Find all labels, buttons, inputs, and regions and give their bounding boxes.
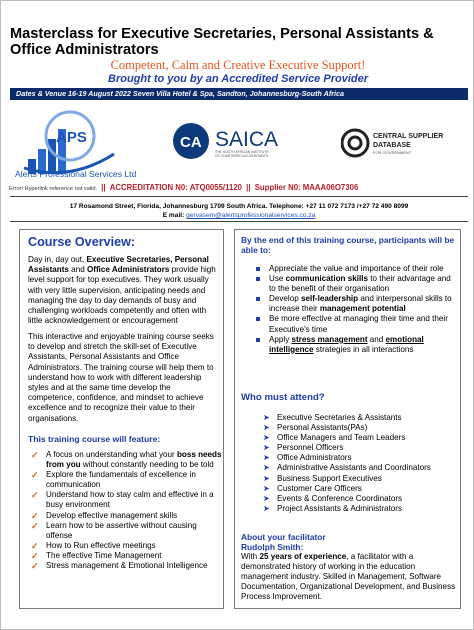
checkmark-icon: ✓ <box>31 450 39 460</box>
postal-address: 17 Rosamond Street, Florida, Johannesburg 1709 South Africa. Telephone: +27 11 072 7173 /+27 72 490 8099 <box>69 203 409 210</box>
course-title: Masterclass for Executive Secretaries, Personal Assistants & Office Administrators <box>10 26 434 58</box>
list-item: ➤ Events & Conference Coordinators <box>263 493 403 503</box>
arrow-bullet-icon: ➤ <box>263 413 270 422</box>
email-link[interactable]: gervasem@alertsprofessionalservices.co.za <box>186 212 316 219</box>
accreditation-line: Error! Hyperlink reference not valid. || ACCREDITATION N0: ATQ0055/1120 || Supplier N0: MAAA06O7306 <box>9 183 359 192</box>
checkmark-icon: ✓ <box>31 510 39 521</box>
csd-line-1: CENTRAL SUPPLIER <box>373 133 444 140</box>
arrow-bullet-icon: ➤ <box>263 473 270 483</box>
dates-venue-banner: Dates & Venue 16-19 August 2022 Seven Villa Hotel & Spa, Sandton, Johannesburg-South Africa <box>10 88 468 100</box>
outcomes-list <box>241 264 457 355</box>
csd-logo <box>341 126 471 160</box>
course-subtitle: Competent, Calm and Creative Executive Support! <box>110 58 366 72</box>
email-label: E mail: <box>162 212 185 219</box>
square-bullet-icon <box>256 277 260 281</box>
features-list <box>28 450 223 571</box>
square-bullet-icon <box>256 297 260 301</box>
arrow-bullet-icon: ➤ <box>263 483 270 493</box>
list-item: Apply stress management and emotional intelligence strategies in all interactions <box>241 335 457 355</box>
list-item: ✓ Develop effective management skills <box>31 510 178 521</box>
arrow-bullet-icon: ➤ <box>263 453 270 463</box>
saica-tagline-2: OF CHARTERED ACCOUNTANTS <box>215 154 268 158</box>
checkmark-icon: ✓ <box>31 561 39 572</box>
list-item: ✓ Explore the fundamentals of excellence in communication <box>31 470 196 490</box>
list-item: ✓ How to Run effective meetings <box>31 540 156 551</box>
square-bullet-icon <box>256 317 260 321</box>
saica-logo <box>171 121 321 161</box>
hyperlink-error-text: Error! Hyperlink reference not valid. <box>9 186 97 192</box>
facilitator-bio: With 25 years of experience, a facilitator with a demonstrated history of working in the education management industry. Skilled in Management, Software Documentation, Organizational Development, and Business Process Improvement. <box>241 552 456 602</box>
list-item: ✓ Learn how to be assertive without causing offense <box>31 520 197 540</box>
list-item: Develop self-leadership and interpersonal skills to increase their management potential <box>241 294 457 314</box>
contact-box <box>10 196 468 222</box>
list-item: ➤ Project Assistants & Administrators <box>263 503 403 513</box>
arrow-bullet-icon: ➤ <box>263 493 270 503</box>
csd-line-2: DATABASE <box>373 142 411 149</box>
arrow-bullet-icon: ➤ <box>263 443 270 453</box>
saica-acronym: SAICA <box>215 128 279 151</box>
arrow-bullet-icon: ➤ <box>263 463 270 473</box>
saica-tagline-1: THE SOUTH AFRICAN INSTITUTE <box>215 150 269 154</box>
checkmark-icon: ✓ <box>31 490 39 501</box>
attendee-list <box>241 413 457 514</box>
list-item: ✓ Stress management & Emotional Intelligence <box>31 561 208 572</box>
overview-paragraph-1: Day in, day out, Executive Secretaries, Personal Assistants and Office Administrators provide high level support for top executives. They work usually with very little supervision, anticipating needs and managing the day to day demands of busy and challenging workloads competently and often with little acknowledgement or encouragement <box>28 255 216 326</box>
list-item: ➤ Customer Care Officers <box>263 483 362 493</box>
arrow-bullet-icon: ➤ <box>263 423 270 433</box>
alerts-logo-letters: APS <box>56 129 87 146</box>
list-item: Use communication skills to their advantage and to the benefit of their organisation <box>241 274 457 294</box>
checkmark-icon: ✓ <box>31 520 39 531</box>
supplier-number: Supplier N0: MAAA06O7306 <box>254 183 359 192</box>
course-overview-panel <box>19 229 224 609</box>
list-item: ➤ Office Managers and Team Leaders <box>263 433 406 443</box>
facilitator-heading: About your facilitator Rudolph Smith: <box>241 532 326 552</box>
list-item: ➤ Personnel Officers <box>263 443 344 453</box>
accreditation-number: ACCREDITATION N0: ATQ0055/1120 <box>109 183 242 192</box>
list-item: ✓ The effective Time Management <box>31 550 162 561</box>
features-heading: This training course will feature: <box>28 434 161 444</box>
alerts-company-name: Alerts Professional Services Ltd <box>15 169 137 179</box>
facilitator-name: Rudolph Smith: <box>241 542 304 552</box>
overview-paragraph-2: This interactive and enjoyable training course seeks to develop and stretch the skill-set of Executive Assistants, Personal Assistants and Office Administrators. The training course will help them to understand how to work with different leadership styles and at the same time develop the competence, confidence, and mindset to achieve excellence and to recognize their value to their organisations. <box>28 332 214 423</box>
list-item: Be more effective at managing their time and their Executive's time <box>241 314 457 334</box>
list-item: ➤ Personal Assistants(PAs) <box>263 423 368 433</box>
list-item: ✓ Understand how to stay calm and effective in a busy environment <box>31 490 214 510</box>
overview-heading: Course Overview: <box>28 235 136 249</box>
who-must-attend-heading: Who must attend? <box>241 392 325 403</box>
square-bullet-icon <box>256 267 260 271</box>
arrow-bullet-icon: ➤ <box>263 503 270 513</box>
provider-tagline: Brought to you by an Accredited Service Provider <box>108 73 368 85</box>
list-item: Appreciate the value and importance of their role <box>241 264 457 274</box>
list-item: ✓ A focus on understanding what your boss needs from you without constantly needing to be told <box>31 450 222 470</box>
checkmark-icon: ✓ <box>31 540 39 551</box>
checkmark-icon: ✓ <box>31 470 39 481</box>
checkmark-icon: ✓ <box>31 550 39 561</box>
csd-line-3: FOR GOVERNMENT <box>373 150 412 155</box>
list-item: ➤ Business Support Executives <box>263 473 382 483</box>
list-item: ➤ Executive Secretaries & Assistants <box>263 413 402 422</box>
arrow-bullet-icon: ➤ <box>263 433 270 443</box>
list-item: ➤ Administrative Assistants and Coordinators <box>263 463 431 473</box>
outcomes-panel <box>234 229 461 609</box>
square-bullet-icon <box>256 338 260 342</box>
list-item: ➤ Office Administrators <box>263 453 352 463</box>
outcomes-heading: By the end of this training course, participants will be able to: <box>241 235 455 255</box>
svg-text:CA: CA <box>180 134 202 151</box>
